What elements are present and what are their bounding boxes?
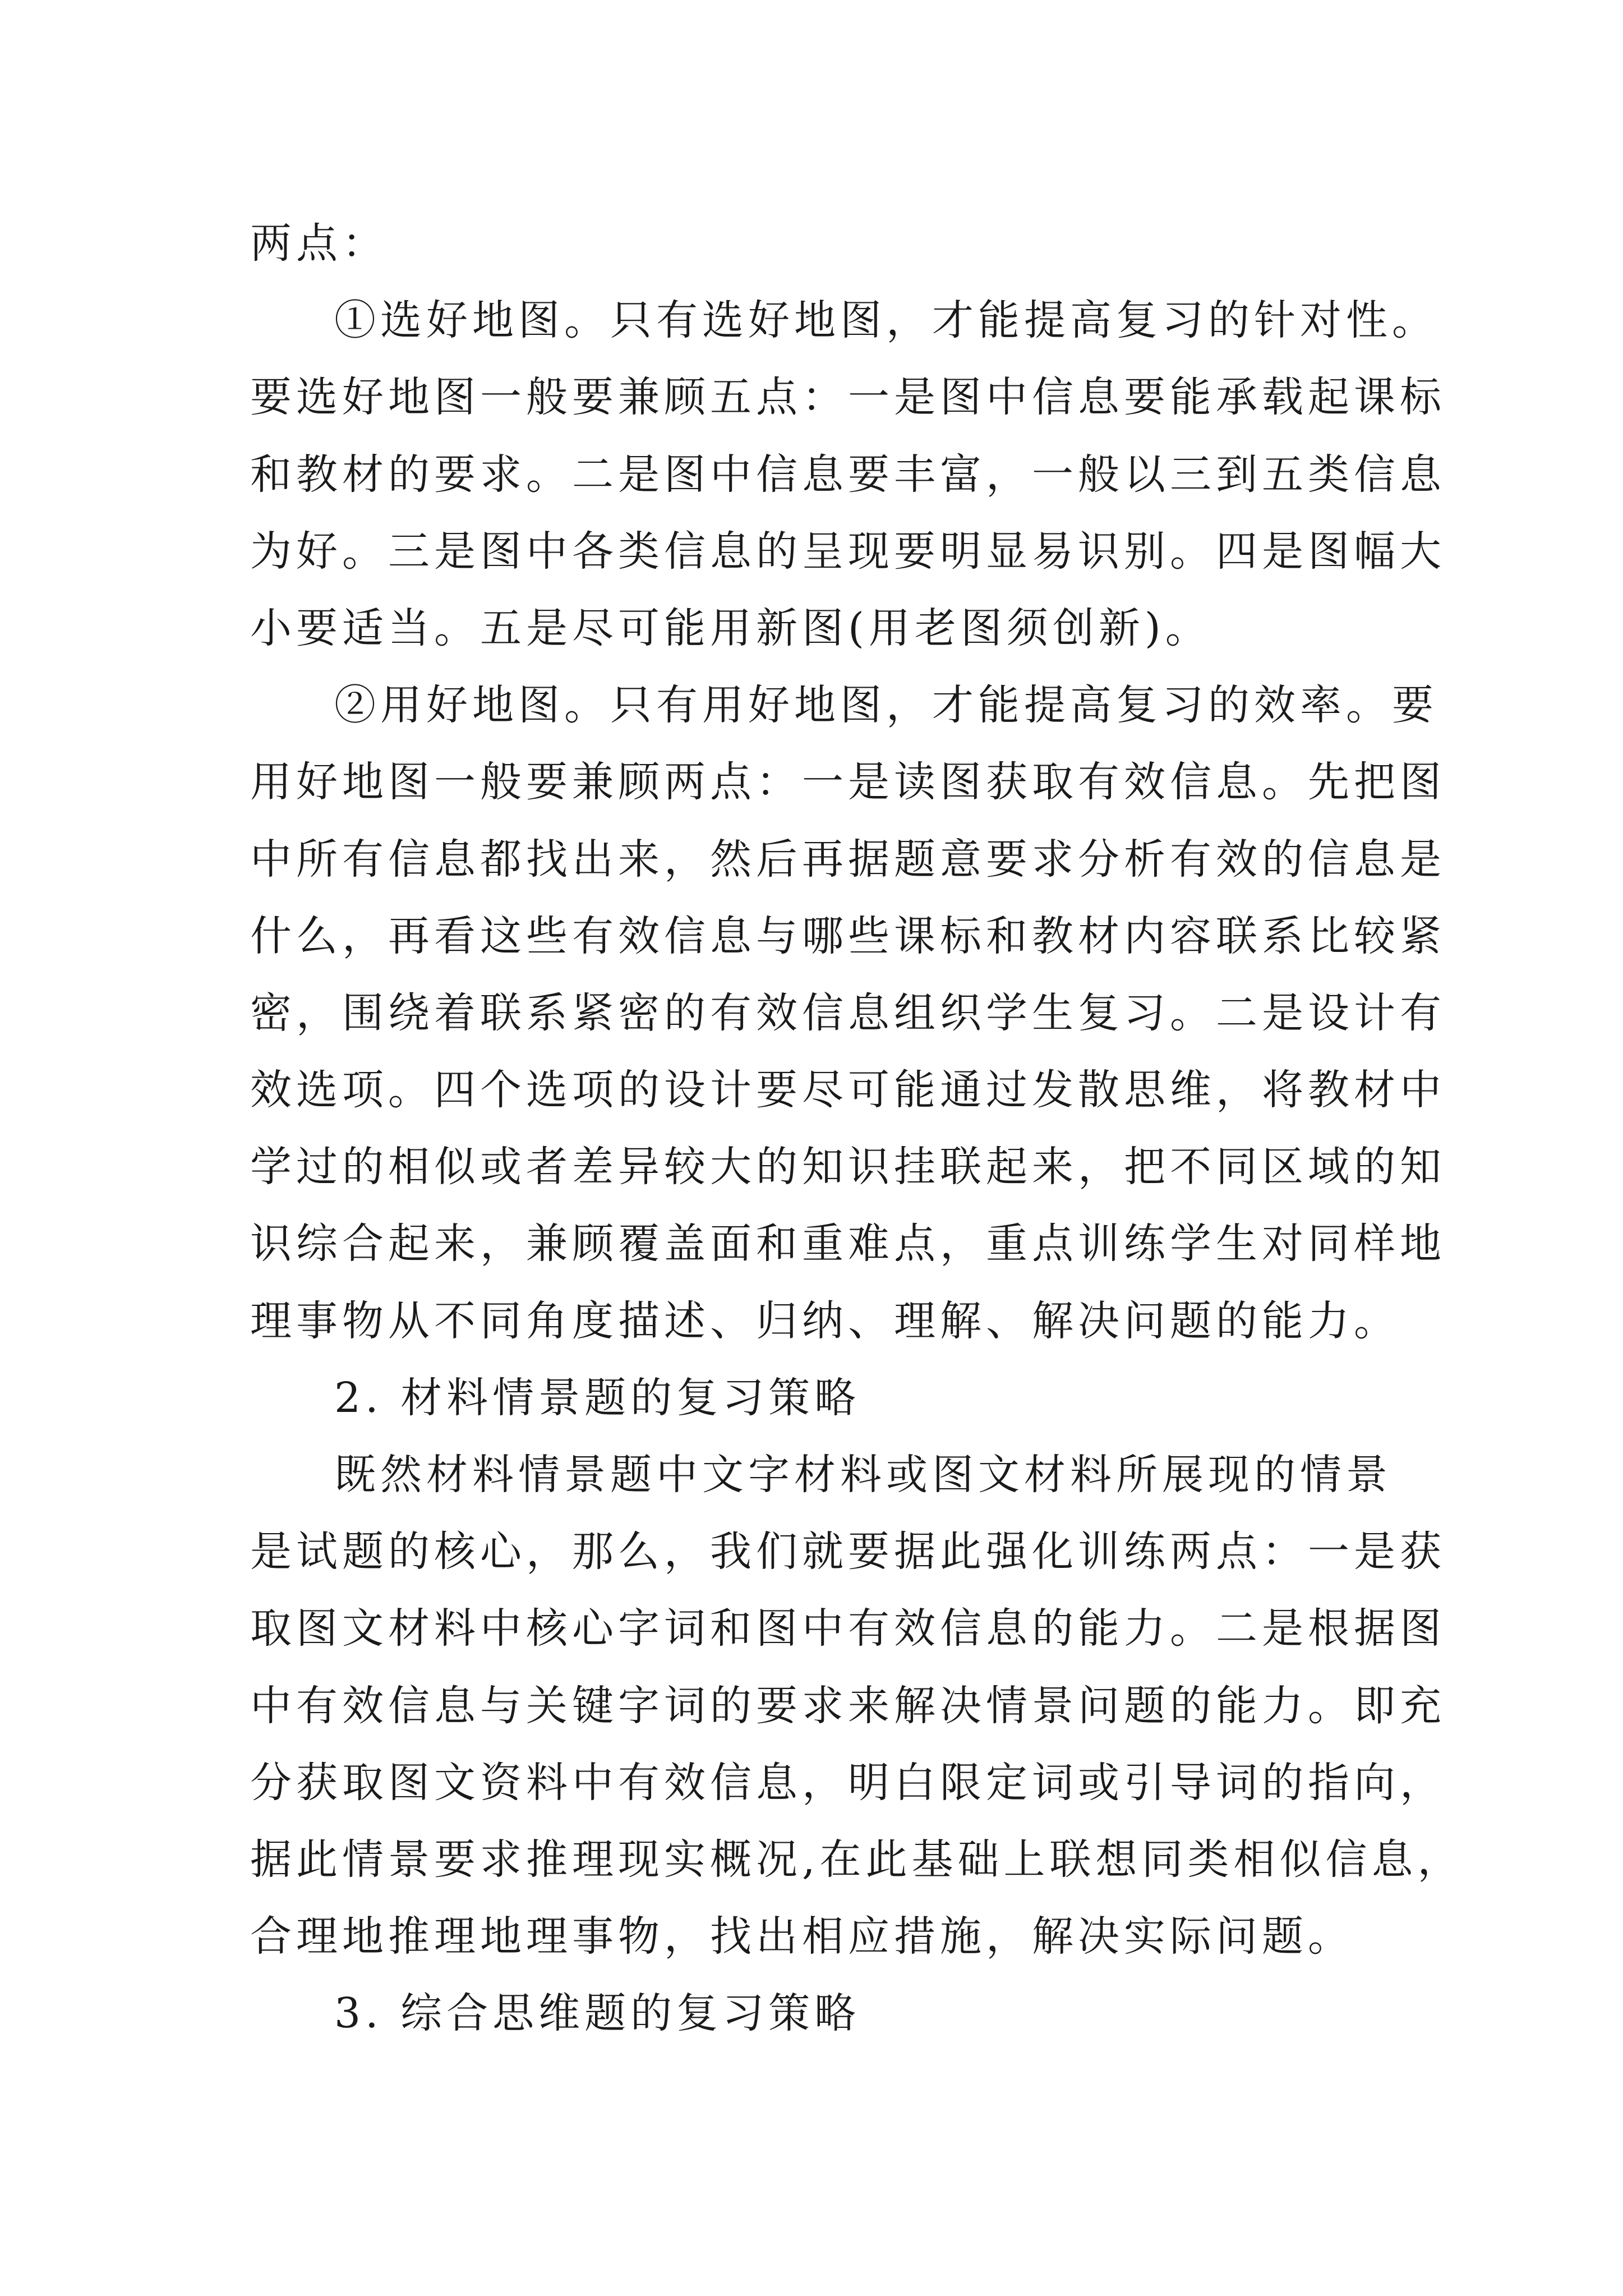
text-line: 取图文材料中核心字词和图中有效信息的能力。二是根据图 xyxy=(250,1604,1446,1653)
text-line: 用好地图一般要兼顾两点：一是读图获取有效信息。先把图 xyxy=(250,758,1446,807)
section-heading: 3. 综合思维题的复习策略 xyxy=(334,1989,861,2038)
text-line: 合理地推理地理事物，找出相应措施，解决实际问题。 xyxy=(250,1912,1354,1961)
text-line: 两点： xyxy=(250,219,388,268)
paragraph-start: ②用好地图。只有用好地图，才能提高复习的效率。要 xyxy=(334,681,1438,730)
text-line: 密，围绕着联系紧密的有效信息组织学生复习。二是设计有 xyxy=(250,988,1446,1037)
text-line: 分获取图文资料中有效信息，明白限定词或引导词的指向， xyxy=(250,1758,1446,1807)
text-line: 和教材的要求。二是图中信息要丰富，一般以三到五类信息 xyxy=(250,450,1446,499)
text-line: 小要适当。五是尽可能用新图(用老图须创新)。 xyxy=(250,604,1211,652)
paragraph-start: 既然材料情景题中文字材料或图文材料所展现的情景 xyxy=(334,1451,1392,1499)
text-line: 什么，再看这些有效信息与哪些课标和教材内容联系比较紧 xyxy=(250,912,1446,960)
text-line: 是试题的核心，那么，我们就要据此强化训练两点：一是获 xyxy=(250,1527,1446,1576)
paragraph-start: ①选好地图。只有选好地图，才能提高复习的针对性。 xyxy=(334,296,1438,345)
text-line: 据此情景要求推理现实概况,在此基础上联想同类相似信息， xyxy=(250,1835,1464,1884)
text-line: 中所有信息都找出来，然后再据题意要求分析有效的信息是 xyxy=(250,835,1446,884)
text-line: 为好。三是图中各类信息的呈现要明显易识别。四是图幅大 xyxy=(250,527,1446,576)
text-line: 识综合起来，兼顾覆盖面和重难点，重点训练学生对同样地 xyxy=(250,1220,1446,1268)
text-line: 理事物从不同角度描述、归纳、理解、解决问题的能力。 xyxy=(250,1296,1400,1345)
text-line: 效选项。四个选项的设计要尽可能通过发散思维，将教材中 xyxy=(250,1066,1446,1115)
text-line: 要选好地图一般要兼顾五点：一是图中信息要能承载起课标 xyxy=(250,373,1446,422)
body-text xyxy=(250,205,1464,2053)
text-line: 学过的相似或者差异较大的知识挂联起来，把不同区域的知 xyxy=(250,1143,1446,1191)
section-heading: 2. 材料情景题的复习策略 xyxy=(334,1373,861,1422)
text-line: 中有效信息与关键字词的要求来解决情景问题的能力。即充 xyxy=(250,1681,1446,1730)
